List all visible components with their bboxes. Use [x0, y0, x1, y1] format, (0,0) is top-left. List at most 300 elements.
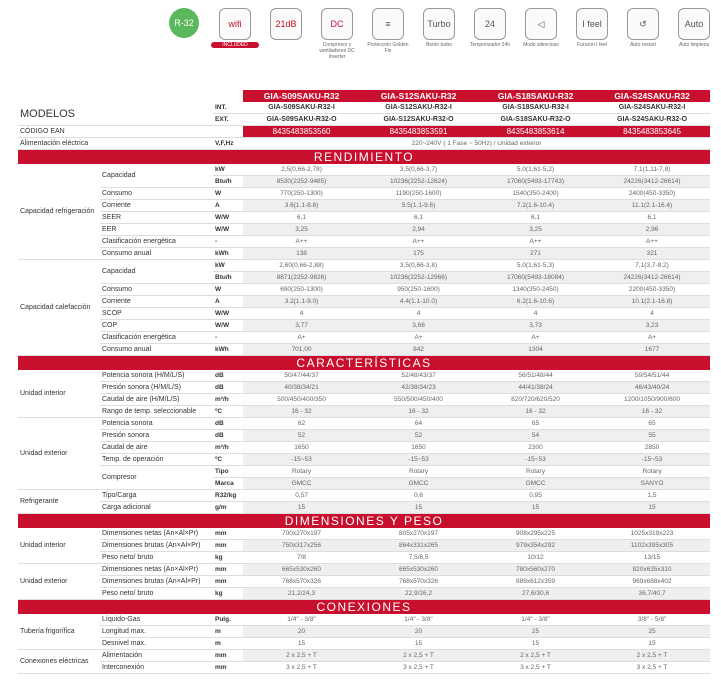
- turbo-icon: [415, 8, 463, 48]
- spec-value: 842: [360, 344, 477, 356]
- row-unit: A: [213, 200, 243, 212]
- ean-code: 8435483853591: [360, 126, 477, 138]
- row-unit: kW: [213, 260, 243, 272]
- model-header: GIA-S09SAKU-R32: [243, 90, 360, 102]
- spec-value: 50/47/44/37: [243, 370, 360, 382]
- spec-value: 3.6(1.1-8.8): [243, 200, 360, 212]
- spec-value: 175: [360, 248, 477, 260]
- row-unit: ºC: [213, 406, 243, 418]
- row-unit: mm: [213, 576, 243, 588]
- spec-value: 5,0(1,61-5,3): [477, 260, 594, 272]
- spec-value: 8530(2252-9485): [243, 176, 360, 188]
- spec-value: 3,5(0,66-3,7): [360, 164, 477, 176]
- spec-value: 2,5(0,66-2,78): [243, 164, 360, 176]
- spec-value: 2300: [477, 442, 594, 454]
- ean-code: 8435483853614: [477, 126, 594, 138]
- spec-value: 2850: [594, 442, 710, 454]
- row-label: Presión sonora: [100, 430, 213, 442]
- spec-value: 271: [477, 248, 594, 260]
- spec-value: -15~53: [594, 454, 710, 466]
- table-row: [18, 332, 710, 344]
- spec-value: -15~53: [360, 454, 477, 466]
- table-row: [18, 430, 710, 442]
- table-row: [18, 614, 710, 626]
- icon-label: 24: [474, 8, 506, 40]
- icon-label: 21dB: [270, 8, 302, 40]
- icon-caption: INCLUDED: [211, 42, 259, 48]
- spec-value: 864x331x265: [360, 540, 477, 552]
- spec-value: 3 x 2,5 + T: [477, 662, 594, 674]
- restart-icon: [619, 8, 667, 48]
- spec-value: 908x295x225: [477, 528, 594, 540]
- spec-value: 1650: [243, 442, 360, 454]
- ean-code: 8435483853560: [243, 126, 360, 138]
- row-label: Clasificación energética: [100, 236, 213, 248]
- spec-value: -15~53: [243, 454, 360, 466]
- spec-value: 4: [477, 308, 594, 320]
- spec-value: A++: [243, 236, 360, 248]
- table-row: [18, 284, 710, 296]
- ext-code: GIA-S09SAKU-R32-O: [243, 114, 360, 126]
- spec-value: 10.1(2.1-16.8): [594, 296, 710, 308]
- table-row: [18, 212, 710, 224]
- table-row: [18, 576, 710, 588]
- spec-value: 1200/1050/900/800: [594, 394, 710, 406]
- golden-icon: [364, 8, 412, 54]
- spec-table: [18, 90, 710, 674]
- group-label: Unidad exterior: [18, 418, 100, 490]
- row-unit: dB: [213, 430, 243, 442]
- row-label: Dimensiones netas (An×Al×Pr): [100, 564, 213, 576]
- spec-value: 700x270x197: [243, 528, 360, 540]
- spec-value: 2400(450-3350): [594, 188, 710, 200]
- model-header: GIA-S24SAKU-R32: [594, 90, 710, 102]
- spec-value: 500/450/400/350: [243, 394, 360, 406]
- table-row: [18, 296, 710, 308]
- spec-value: 950(250-1600): [360, 284, 477, 296]
- table-row: [18, 638, 710, 650]
- spec-value: 8871(2252-9826): [243, 272, 360, 284]
- row-unit: dB: [213, 382, 243, 394]
- spec-value: A+: [360, 332, 477, 344]
- spec-value: 1677: [594, 344, 710, 356]
- spec-value: Rotary: [594, 466, 710, 478]
- table-row: [18, 588, 710, 600]
- row-unit: mm: [213, 540, 243, 552]
- spec-value: Rotary: [360, 466, 477, 478]
- spec-value: 52: [243, 430, 360, 442]
- row-unit: W: [213, 284, 243, 296]
- spec-value: 3,25: [243, 224, 360, 236]
- spec-value: 2 x 2,5 + T: [594, 650, 710, 662]
- table-row: [18, 248, 710, 260]
- row-unit: W/W: [213, 212, 243, 224]
- spec-value: 3.2(1.1-9.0): [243, 296, 360, 308]
- spec-value: 2,96: [594, 224, 710, 236]
- db-icon: [262, 8, 310, 42]
- silent-icon: [517, 8, 565, 48]
- spec-value: 1340(350-2450): [477, 284, 594, 296]
- power-supply-value: 220~240V ( 1 Fase ~ 50Hz) / Unidad exterior: [243, 138, 710, 150]
- row-unit: ºC: [213, 454, 243, 466]
- row-unit: mm: [213, 564, 243, 576]
- spec-value: 52: [360, 430, 477, 442]
- spec-value: 6,1: [243, 212, 360, 224]
- icon-label: DC: [321, 8, 353, 40]
- spec-value: 820x635x310: [594, 564, 710, 576]
- spec-sheet: [18, 90, 710, 674]
- spec-value: 15: [360, 502, 477, 514]
- row-unit: dB: [213, 370, 243, 382]
- row-label: Tipo/Carga: [100, 490, 213, 502]
- spec-value: A++: [477, 236, 594, 248]
- int-code: GIA-S24SAKU-R32-I: [594, 102, 710, 114]
- icon-label: Turbo: [423, 8, 455, 40]
- spec-value: 1/4" - 3/8": [243, 614, 360, 626]
- model-header: GIA-S12SAKU-R32: [360, 90, 477, 102]
- timer-icon: [466, 8, 514, 48]
- spec-value: 138: [243, 248, 360, 260]
- spec-value: 62: [243, 418, 360, 430]
- row-label: Clasificación energética: [100, 332, 213, 344]
- spec-value: 15: [243, 502, 360, 514]
- spec-value: 10236(2252-12624): [360, 176, 477, 188]
- spec-value: 4: [594, 308, 710, 320]
- spec-value: 0,6: [360, 490, 477, 502]
- table-row: [18, 308, 710, 320]
- spec-value: 3 x 2,5 + T: [243, 662, 360, 674]
- icon-caption: Auto limpieza: [678, 42, 709, 48]
- table-row: [18, 454, 710, 466]
- row-label: Dimensiones netas (An×Al×Pr): [100, 528, 213, 540]
- spec-value: 4: [243, 308, 360, 320]
- group-label: Unidad interior: [18, 370, 100, 418]
- spec-value: 17060(5493-17743): [477, 176, 594, 188]
- row-label: Dimensiones brutas (An×Al×Pr): [100, 540, 213, 552]
- spec-value: 46/43/40/24: [594, 382, 710, 394]
- group-label: Refrigerante: [18, 490, 100, 514]
- spec-value: 3 x 2,5 + T: [594, 662, 710, 674]
- auto-icon: [670, 8, 718, 48]
- models-label: MODELOS: [18, 102, 213, 126]
- spec-value: 768x570x326: [360, 576, 477, 588]
- spec-value: 16 - 32: [360, 406, 477, 418]
- row-label: Peso neto/ bruto: [100, 552, 213, 564]
- spec-value: 64: [360, 418, 477, 430]
- spec-value: 16 - 32: [243, 406, 360, 418]
- row-unit: kWh: [213, 344, 243, 356]
- int-code: GIA-S18SAKU-R32-I: [477, 102, 594, 114]
- row-unit: g/m: [213, 502, 243, 514]
- spec-value: 24226(3412-26614): [594, 176, 710, 188]
- spec-value: 321: [594, 248, 710, 260]
- spec-value: 15: [477, 638, 594, 650]
- spec-value: 2 x 2,5 + T: [360, 650, 477, 662]
- spec-value: 10236(2252-12966): [360, 272, 477, 284]
- row-unit: Pulg.: [213, 614, 243, 626]
- spec-value: 15: [594, 502, 710, 514]
- ean-code: 8435483853645: [594, 126, 710, 138]
- group-label: Conexiones eléctricas: [18, 650, 100, 674]
- row-label: Corriente: [100, 200, 213, 212]
- table-row: [18, 224, 710, 236]
- row-unit: -: [213, 332, 243, 344]
- ean-label: CÓDIGO EAN: [18, 126, 243, 138]
- table-row: [18, 626, 710, 638]
- row-unit: W/W: [213, 320, 243, 332]
- spec-value: 54: [477, 430, 594, 442]
- spec-value: -15~53: [477, 454, 594, 466]
- row-unit: kW: [213, 164, 243, 176]
- row-label: Capacidad: [100, 260, 213, 284]
- spec-value: A+: [477, 332, 594, 344]
- spec-value: 4: [360, 308, 477, 320]
- spec-value: 1650: [360, 442, 477, 454]
- spec-value: 65: [477, 418, 594, 430]
- spec-value: A++: [360, 236, 477, 248]
- spec-value: 5.5(1.1-9.6): [360, 200, 477, 212]
- row-label: Consumo anual: [100, 248, 213, 260]
- spec-value: 17060(5493-18084): [477, 272, 594, 284]
- spec-value: 59/54/51/44: [594, 370, 710, 382]
- spec-value: 21,2/24,3: [243, 588, 360, 600]
- row-label: Desnivel max.: [100, 638, 213, 650]
- spec-value: GMCC: [360, 478, 477, 490]
- spec-value: 40/38/34/21: [243, 382, 360, 394]
- row-label: Alimentación: [100, 650, 213, 662]
- spec-value: SANYO: [594, 478, 710, 490]
- table-row: [18, 528, 710, 540]
- row-unit: W: [213, 188, 243, 200]
- spec-value: 750x317x256: [243, 540, 360, 552]
- spec-value: 27,6/30,6: [477, 588, 594, 600]
- spec-value: 2200(450-3350): [594, 284, 710, 296]
- row-label: Temp. de operación: [100, 454, 213, 466]
- table-row: [18, 382, 710, 394]
- row-label: Presión sonora (H/M/L/S): [100, 382, 213, 394]
- icon-label: wifi: [219, 8, 251, 40]
- row-label: Líquido-Gas: [100, 614, 213, 626]
- spec-value: 5,0(1,61-5,2): [477, 164, 594, 176]
- spec-value: Rotary: [477, 466, 594, 478]
- row-unit: dB: [213, 418, 243, 430]
- section-title: CONEXIONES: [18, 600, 710, 615]
- row-label: SEER: [100, 212, 213, 224]
- table-row: [18, 442, 710, 454]
- group-label: Unidad exterior: [18, 564, 100, 600]
- power-supply-label: Alimentación eléctrica: [18, 138, 213, 150]
- model-header: GIA-S18SAKU-R32: [477, 90, 594, 102]
- spec-value: 1304: [477, 344, 594, 356]
- feature-icons: [160, 8, 720, 68]
- spec-value: 20: [360, 626, 477, 638]
- spec-value: 15: [594, 638, 710, 650]
- group-label: Tubería frigorífica: [18, 614, 100, 650]
- row-label: Compresor: [100, 466, 213, 490]
- row-unit: m³/h: [213, 442, 243, 454]
- spec-value: 3/8" - 5/8": [594, 614, 710, 626]
- row-unit: -: [213, 236, 243, 248]
- table-row: [18, 320, 710, 332]
- spec-value: 1190(250-1600): [360, 188, 477, 200]
- ext-code: GIA-S12SAKU-R32-O: [360, 114, 477, 126]
- table-row: [18, 344, 710, 356]
- table-row: [18, 502, 710, 514]
- spec-value: 1025x319x223: [594, 528, 710, 540]
- ifeel-icon: [568, 8, 616, 48]
- section-title: CARACTERÍSTICAS: [18, 356, 710, 371]
- spec-value: 805x270x197: [360, 528, 477, 540]
- spec-value: 25: [594, 626, 710, 638]
- spec-value: 1/4" - 3/8": [360, 614, 477, 626]
- spec-value: A++: [594, 236, 710, 248]
- ext-label: EXT.: [213, 114, 243, 126]
- int-code: GIA-S12SAKU-R32-I: [360, 102, 477, 114]
- row-unit: A: [213, 296, 243, 308]
- spec-value: 3,25: [477, 224, 594, 236]
- table-row: [18, 418, 710, 430]
- icon-caption: Modo silencioso: [523, 42, 559, 48]
- row-label: Consumo anual: [100, 344, 213, 356]
- row-unit: mm: [213, 650, 243, 662]
- row-unit: Btu/h: [213, 176, 243, 188]
- spec-value: 1540(350-2400): [477, 188, 594, 200]
- spec-value: 550/500/450/400: [360, 394, 477, 406]
- row-label: Corriente: [100, 296, 213, 308]
- row-label: Rango de temp. seleccionable: [100, 406, 213, 418]
- row-unit: Tipo: [213, 466, 243, 478]
- spec-value: 7,1(1,11-7,8): [594, 164, 710, 176]
- row-unit: m: [213, 626, 243, 638]
- icon-caption: Auto restart: [630, 42, 656, 48]
- table-row: [18, 188, 710, 200]
- spec-value: 56/51/48/44: [477, 370, 594, 382]
- spec-value: 7,5/8,5: [360, 552, 477, 564]
- spec-value: 979x354x292: [477, 540, 594, 552]
- icon-caption: Protección Golden Fin: [367, 42, 409, 54]
- spec-value: 3 x 2,5 + T: [360, 662, 477, 674]
- spec-value: A+: [243, 332, 360, 344]
- row-unit: kg: [213, 552, 243, 564]
- row-label: Peso neto/ bruto: [100, 588, 213, 600]
- row-label: Dimensiones brutas (An×Al×Pr): [100, 576, 213, 588]
- row-label: Consumo: [100, 284, 213, 296]
- spec-value: 36,7/40,7: [594, 588, 710, 600]
- spec-value: 2 x 2,5 + T: [243, 650, 360, 662]
- icon-caption: Función I feel: [576, 42, 608, 48]
- power-supply-unit: V,F,Hz: [213, 138, 243, 150]
- int-code: GIA-S09SAKU-R32-I: [243, 102, 360, 114]
- spec-value: 1,5: [594, 490, 710, 502]
- table-row: [18, 540, 710, 552]
- table-row: [18, 490, 710, 502]
- row-label: Capacidad: [100, 164, 213, 188]
- spec-value: GMCC: [477, 478, 594, 490]
- spec-value: 3,73: [477, 320, 594, 332]
- spec-value: 820/720/620/520: [477, 394, 594, 406]
- spec-value: 1102x395x305: [594, 540, 710, 552]
- spec-value: 15: [477, 502, 594, 514]
- spec-value: 11.1(2.1-16.4): [594, 200, 710, 212]
- spec-value: 6,1: [360, 212, 477, 224]
- spec-value: 4.4(1.1-10.0): [360, 296, 477, 308]
- int-label: INT.: [213, 102, 243, 114]
- spec-value: 780x560x270: [477, 564, 594, 576]
- table-row: [18, 552, 710, 564]
- spec-value: 6,1: [594, 212, 710, 224]
- row-unit: kWh: [213, 248, 243, 260]
- table-row: [18, 394, 710, 406]
- spec-value: 52/48/43/37: [360, 370, 477, 382]
- spec-value: 15: [243, 638, 360, 650]
- row-unit: m: [213, 638, 243, 650]
- group-label: Capacidad calefacción: [18, 260, 100, 356]
- spec-value: 770(250-1300): [243, 188, 360, 200]
- spec-value: 768x570x326: [243, 576, 360, 588]
- spec-value: 25: [477, 626, 594, 638]
- icon-label: ≡: [372, 8, 404, 40]
- spec-value: 969x688x402: [594, 576, 710, 588]
- spec-value: 3,5(0,66-3,8): [360, 260, 477, 272]
- spec-value: A+: [594, 332, 710, 344]
- spec-value: 7.2(1.6-10.4): [477, 200, 594, 212]
- spec-value: 7/8: [243, 552, 360, 564]
- icon-label: Auto: [678, 8, 710, 40]
- row-label: COP: [100, 320, 213, 332]
- ext-code: GIA-S18SAKU-R32-O: [477, 114, 594, 126]
- spec-value: 13/15: [594, 552, 710, 564]
- spec-value: 22,9/26,2: [360, 588, 477, 600]
- spec-value: 665x530x260: [243, 564, 360, 576]
- table-row: [18, 200, 710, 212]
- table-row: [18, 662, 710, 674]
- row-unit: m³/h: [213, 394, 243, 406]
- row-label: Longitud max.: [100, 626, 213, 638]
- spec-value: 3,68: [360, 320, 477, 332]
- spec-value: 3,23: [594, 320, 710, 332]
- table-row: [18, 236, 710, 248]
- group-label: Capacidad refrigeración: [18, 164, 100, 260]
- spec-value: 889x612x359: [477, 576, 594, 588]
- spec-value: 0,95: [477, 490, 594, 502]
- spec-value: 42/38/34/23: [360, 382, 477, 394]
- spec-value: 2,94: [360, 224, 477, 236]
- spec-value: 20: [243, 626, 360, 638]
- spec-value: 6.2(1.6-10.6): [477, 296, 594, 308]
- spec-value: 55: [594, 430, 710, 442]
- spec-value: 24226(3412-26614): [594, 272, 710, 284]
- dc-icon: [313, 8, 361, 60]
- row-unit: mm: [213, 528, 243, 540]
- spec-value: 1/4" - 3/8": [477, 614, 594, 626]
- spec-value: 44/41/38/24: [477, 382, 594, 394]
- spec-value: 6,1: [477, 212, 594, 224]
- row-unit: R32/kg: [213, 490, 243, 502]
- spec-value: 0,57: [243, 490, 360, 502]
- section-title: DIMENSIONES Y PESO: [18, 514, 710, 529]
- spec-value: 3,77: [243, 320, 360, 332]
- spec-value: Rotary: [243, 466, 360, 478]
- icon-caption: Botón turbo: [426, 42, 452, 48]
- table-row: [18, 164, 710, 176]
- spec-value: GMCC: [243, 478, 360, 490]
- icon-caption: Temporizador 24h: [469, 42, 511, 48]
- spec-value: 10/12: [477, 552, 594, 564]
- icon-label: ◁: [525, 8, 557, 40]
- table-row: [18, 466, 710, 478]
- row-unit: W/W: [213, 308, 243, 320]
- spec-value: 15: [360, 638, 477, 650]
